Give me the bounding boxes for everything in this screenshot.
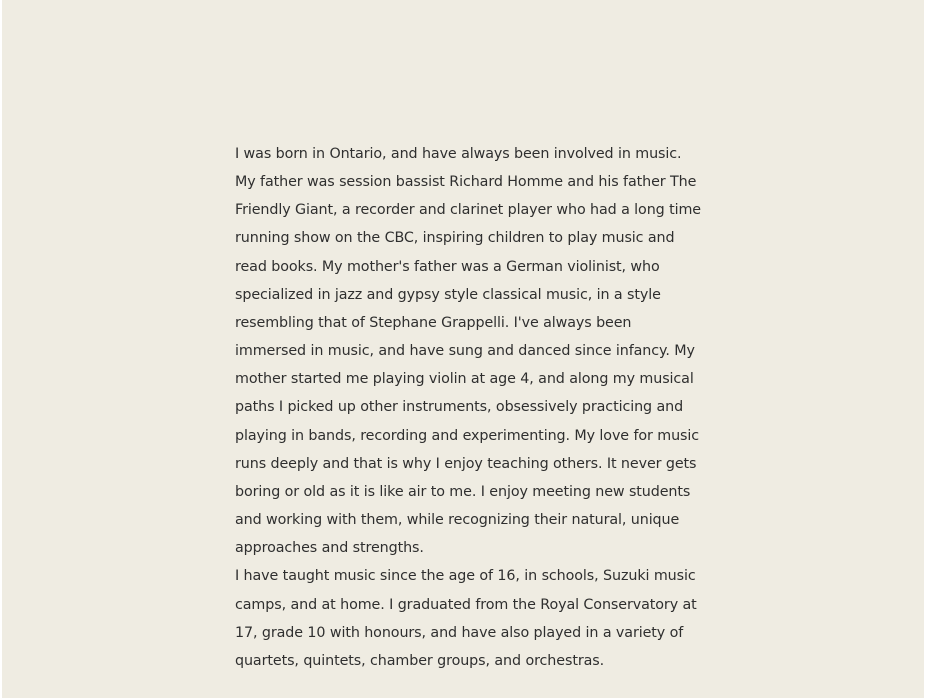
page-background (2, 0, 924, 698)
bio-paragraph-1: I was born in Ontario, and have always been involved in music. My father was session bassist Richard Homme and his father The Friendly Giant, a recorder and clarinet player who had a long time running show on the CBC, inspiring children to play music and read books. My mother's father was a German violinist, who specialized in jazz and gypsy style classical music, in a style resembling that of Stephane Grappelli. I've always been immersed in music, and have sung and danced since infancy. My mother started me playing violin at age 4, and along my musical paths I picked up other instruments, obsessively practicing and playing in bands, recording and experimenting. My love for music runs deeply and that is why I enjoy teaching others. It never gets boring or old as it is like air to me. I enjoy meeting new students and working with them, while recognizing their natural, unique approaches and strengths. (235, 146, 701, 557)
bio-paragraph-2: I have taught music since the age of 16, in schools, Suzuki music camps, and at home. I graduated from the Royal Conservatory at 17, grade 10 with honours, and have also played in a variety of quartets, quintets, chamber groups, and orchestras. (235, 568, 697, 669)
bio-text-block (235, 140, 705, 675)
